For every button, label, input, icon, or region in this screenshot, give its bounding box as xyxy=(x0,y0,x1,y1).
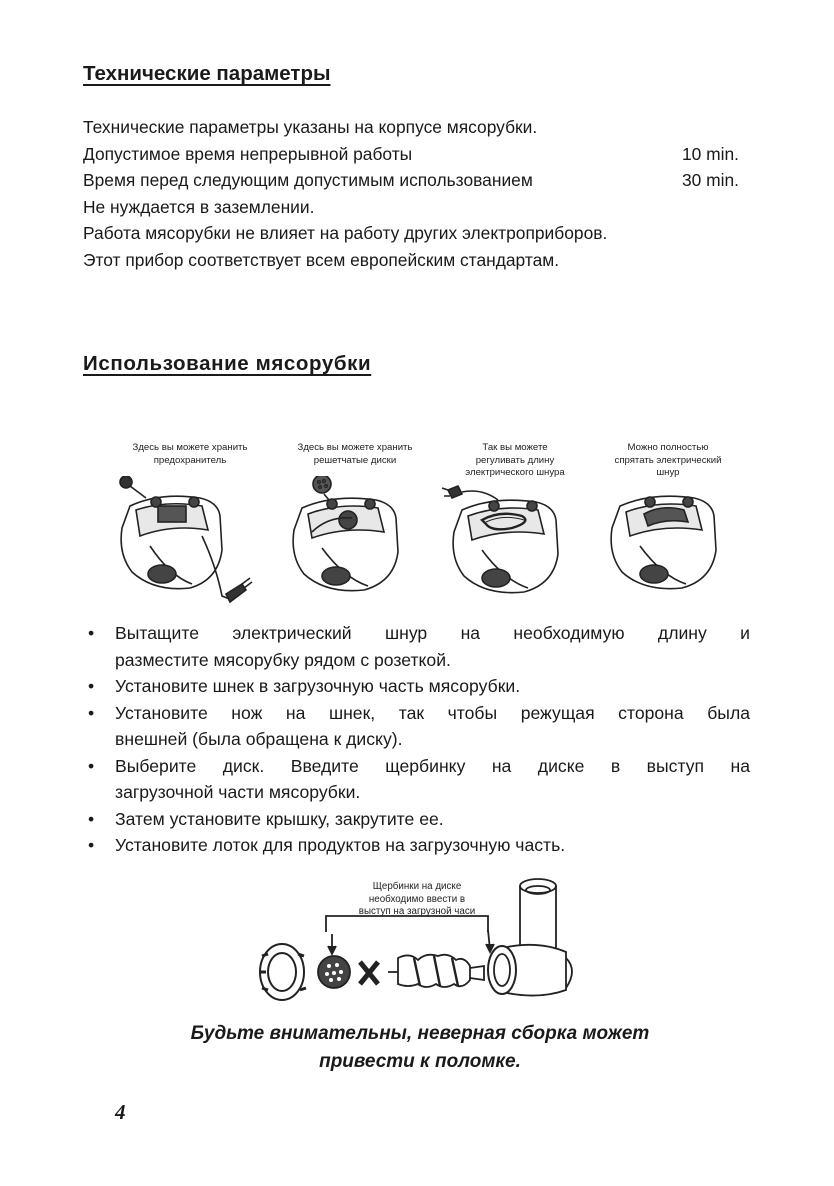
illustration-caption xyxy=(110,442,270,467)
step-line: разместите мясорубку рядом с розеткой. xyxy=(115,649,451,670)
param-value: 30 min. xyxy=(681,170,739,190)
section-title-technical-parameters: Технические параметры xyxy=(83,62,331,85)
param-value xyxy=(314,194,743,221)
param-line xyxy=(83,114,743,141)
param-value: 10 min. xyxy=(681,143,739,164)
illustration-caption xyxy=(275,442,435,467)
meat-grinder-cord-hidden-illustration xyxy=(600,476,750,606)
list-item xyxy=(88,700,750,753)
ring-nut-part xyxy=(260,944,306,1000)
caption-line: электрического шнура xyxy=(465,467,565,478)
list-item xyxy=(88,806,750,833)
param-line xyxy=(83,220,743,247)
param-line xyxy=(83,194,743,221)
param-value xyxy=(559,247,743,274)
step-line: Затем установите крышку, закрутите ее. xyxy=(115,808,444,829)
param-text: Работа мясорубки не влияет на работу других электроприборов. xyxy=(83,223,608,243)
caption-line: Щербинки на диске xyxy=(372,881,462,892)
step-line: Установите нож на шнек, так чтобы режущая сторона была xyxy=(115,702,750,723)
param-text: Допустимое время непрерывной работы xyxy=(83,143,413,164)
caption-line: Так вы можете xyxy=(482,442,548,453)
bullet-marker: • xyxy=(88,676,95,696)
param-line xyxy=(83,141,743,168)
step-line: Выберите диск. Введите щербинку на диске в выступ на xyxy=(115,755,750,776)
caption-line: шнур xyxy=(656,467,680,478)
warning-line: привести к поломке. xyxy=(319,1051,521,1072)
page-number: 4 xyxy=(115,1100,126,1124)
caption-line: Можно полностью xyxy=(627,442,709,453)
section-title-usage: Использование мясорубки xyxy=(83,352,372,375)
caption-line: спрятать электрический xyxy=(614,454,722,466)
caption-line: Здесь вы можете хранить xyxy=(297,442,413,453)
meat-grinder-disc-storage-illustration xyxy=(282,476,432,606)
list-item xyxy=(88,673,750,700)
param-text: Не нуждается в заземлении. xyxy=(83,196,315,217)
bullet-marker: • xyxy=(88,702,95,723)
caption-line: регуливать длину xyxy=(475,454,555,466)
param-text: Технические параметры указаны на корпусе мясорубки. xyxy=(83,117,538,137)
auger-part xyxy=(388,955,484,987)
param-text: Время перед следующим допустимым использованием xyxy=(83,170,533,190)
technical-parameters-list xyxy=(83,114,743,273)
caption-line: решетчатые диски xyxy=(313,454,397,466)
cross-blade-part xyxy=(360,962,378,984)
param-line xyxy=(83,247,743,274)
feeding-tube-part xyxy=(488,879,572,996)
caption-line: предохранитель xyxy=(153,454,227,466)
param-value xyxy=(607,220,743,247)
step-line: внешней (была обращена к диску). xyxy=(115,729,403,749)
bullet-marker: • xyxy=(88,835,95,855)
caption-line: Здесь вы можете хранить xyxy=(132,442,248,453)
warning-line: Будьте внимательны, неверная сборка может xyxy=(190,1023,650,1044)
meat-grinder-fuse-storage-illustration xyxy=(110,476,260,606)
step-line: Установите шнек в загрузочную часть мясорубки. xyxy=(115,676,521,696)
cutting-disc-part xyxy=(318,956,350,988)
grinder-parts-svg xyxy=(248,872,588,1022)
bullet-marker: • xyxy=(88,755,95,776)
step-line: Установите лоток для продуктов на загрузочную часть. xyxy=(115,835,566,855)
bullet-marker: • xyxy=(88,808,95,829)
assembly-steps-list xyxy=(88,620,750,859)
param-text: Этот прибор соответствует всем европейским стандартам. xyxy=(83,249,560,270)
bullet-marker: • xyxy=(88,623,95,643)
list-item xyxy=(88,620,750,673)
param-value xyxy=(537,114,743,141)
step-line: загрузочной части мясорубки. xyxy=(115,782,361,802)
illustration-caption xyxy=(435,442,595,480)
caption-line: необходимо ввести в xyxy=(368,893,466,905)
list-item xyxy=(88,753,750,806)
step-line: Вытащите электрический шнур на необходимую длину и xyxy=(115,623,750,643)
caption-line: выступ на загрузной часи xyxy=(358,906,476,918)
list-item xyxy=(88,832,750,859)
storage-illustrations xyxy=(110,440,740,610)
assembly-diagram xyxy=(248,872,588,1022)
assembly-warning xyxy=(100,1020,740,1076)
illustration-caption xyxy=(588,442,748,480)
meat-grinder-cord-adjust-illustration xyxy=(442,476,592,606)
param-line xyxy=(83,167,743,194)
